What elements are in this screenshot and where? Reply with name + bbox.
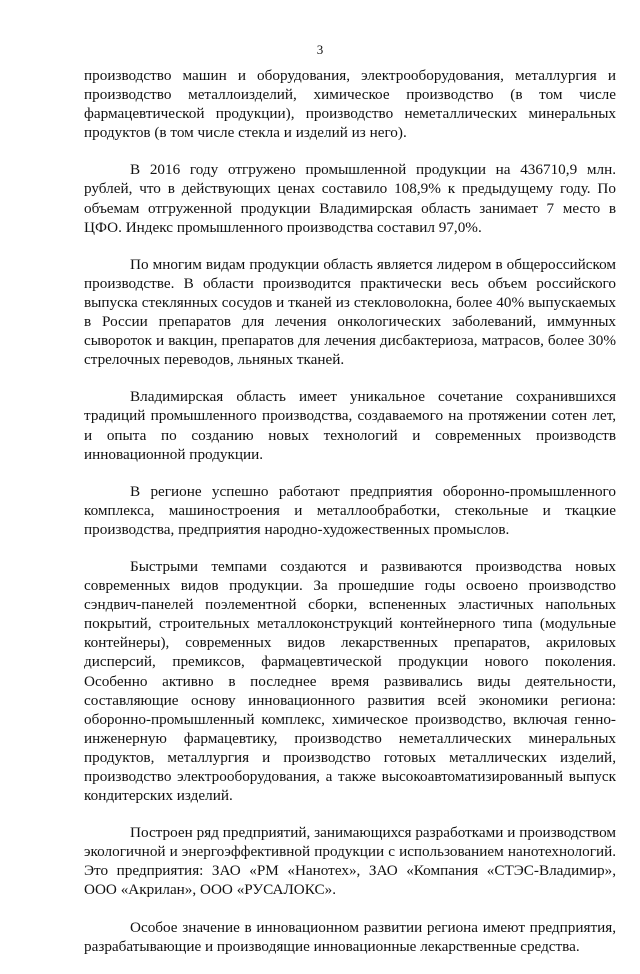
- paragraph-4: Владимирская область имеет уникальное сочетание сохранившихся традиций промышленного производства, создаваемого на протяжении сотен лет, и опыта по созданию новых технологий и современных производств инновационной продукции.: [84, 388, 616, 463]
- paragraph-3: По многим видам продукции область является лидером в общероссийском производстве. В области производится практически весь объем российского выпуска стеклянных сосудов и тканей из стекловолокна, более 40% выпускаемых в России препаратов для лечения онкологических заболеваний, иммунных сывороток и вакцин, препаратов для лечения дисбактериоза, матрасов, более 30% стрелочных переводов, льняных тканей.: [84, 255, 616, 369]
- paragraph-7: Построен ряд предприятий, занимающихся разработками и производством экологичной и энергоэффективной продукции с использованием нанотехнологий. Это предприятия: ЗАО «РМ «Нанотех», ЗАО «Компания «СТЭС-Владимир», ООО «Акрилан», ООО «РУСАЛОКС».: [84, 824, 616, 899]
- page-number: 3: [316, 42, 324, 57]
- paragraph-1: производство машин и оборудования, электрооборудования, металлургия и производство металлоизделий, химическое производство (в том числе фармацевтической продукции), производство неметаллических минеральных продуктов (в том числе стекла и изделий из него).: [84, 67, 616, 142]
- paragraph-2: В 2016 году отгружено промышленной продукции на 436710,9 млн. рублей, что в действующих ценах составило 108,9% к предыдущему году. По объемам отгруженной продукции Владимирская область занимает 7 место в ЦФО. Индекс промышленного производства составил 97,0%.: [84, 161, 616, 236]
- document-body: [84, 66, 616, 974]
- paragraph-5: В регионе успешно работают предприятия оборонно-промышленного комплекса, машиностроения и металлообработки, стекольные и ткацкие производства, предприятия народно-художественных промыслов.: [84, 482, 616, 538]
- paragraph-8: Особое значение в инновационном развитии региона имеют предприятия, разрабатывающие и производящие инновационные лекарственные средства.: [84, 918, 616, 955]
- paragraph-6: Быстрыми темпами создаются и развиваются производства новых современных видов продукции. За прошедшие годы освоено производство сэндвич-панелей поэлементной сборки, вспененных эластичных напольных покрытий, строительных металлоконструкций контейнерного типа (модульные контейнеры), современных видов лекарственных препаратов, акриловых дисперсий, премиксов, фармацевтической продукции нового поколения. Особенно активно в последнее время развивались виды деятельности, составляющие основу инновационного развития всей экономики региона: оборонно-промышленный комплекс, химическое производство, включая генно-инженерную фармацевтику, производство неметаллических минеральных продуктов, металлургия и производство готовых металлических изделий, производство электрооборудования, а также высокоавтоматизированный выпуск кондитерских изделий.: [84, 557, 616, 805]
